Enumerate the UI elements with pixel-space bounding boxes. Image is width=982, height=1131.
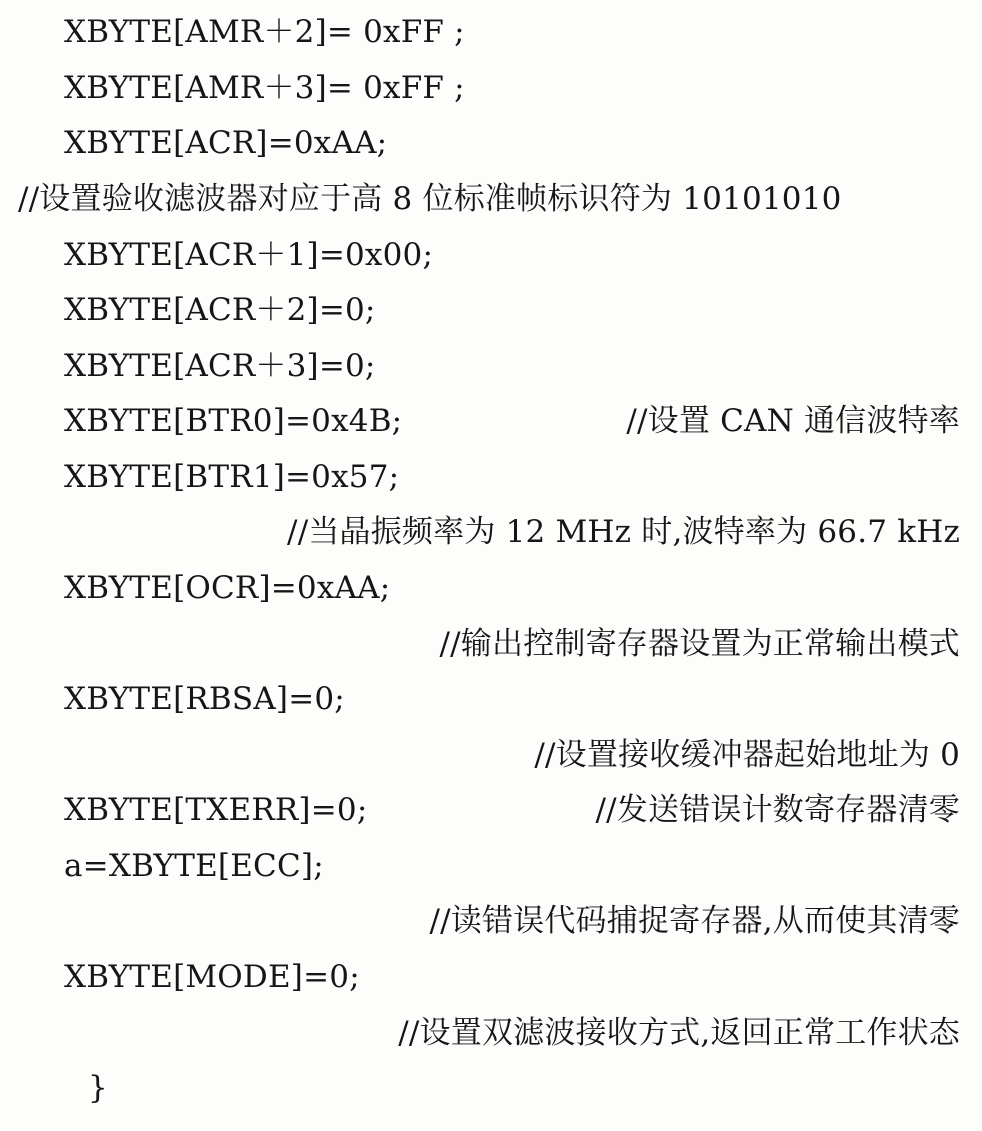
code-line-amr3: XBYTE[AMR＋3]= 0xFF ; [64,70,465,106]
code-line-mode: XBYTE[MODE]=0; [64,959,360,995]
code-line-btr0: XBYTE[BTR0]=0x4B; [64,403,403,439]
comment-txerr: //发送错误计数寄存器清零 [595,792,960,828]
code-line-ocr: XBYTE[OCR]=0xAA; [64,570,391,606]
comment-mode: //设置双滤波接收方式,返回正常工作状态 [398,1015,960,1051]
comment-btr0: //设置 CAN 通信波特率 [626,403,960,439]
code-line-acr1: XBYTE[ACR＋1]=0x00; [64,237,434,273]
code-line-acr3: XBYTE[ACR＋3]=0; [64,348,376,384]
comment-ecc: //读错误代码捕捉寄存器,从而使其清零 [429,903,960,939]
code-line-btr1: XBYTE[BTR1]=0x57; [64,459,400,495]
code-line-ecc: a=XBYTE[ECC]; [64,848,324,884]
code-line-rbsa: XBYTE[RBSA]=0; [64,681,345,717]
code-line-txerr: XBYTE[TXERR]=0; [64,792,368,828]
code-line-acr2: XBYTE[ACR＋2]=0; [64,292,376,328]
comment-acr: //设置验收滤波器对应于高 8 位标准帧标识符为 10101010 [18,181,842,217]
comment-btr1: //当晶振频率为 12 MHz 时,波特率为 66.7 kHz [287,514,960,550]
comment-rbsa: //设置接收缓冲器起始地址为 0 [534,737,960,773]
closing-brace: } [88,1070,108,1106]
comment-ocr: //输出控制寄存器设置为正常输出模式 [439,626,960,662]
code-line-acr: XBYTE[ACR]=0xAA; [64,125,388,161]
code-line-amr2: XBYTE[AMR＋2]= 0xFF ; [64,14,465,50]
